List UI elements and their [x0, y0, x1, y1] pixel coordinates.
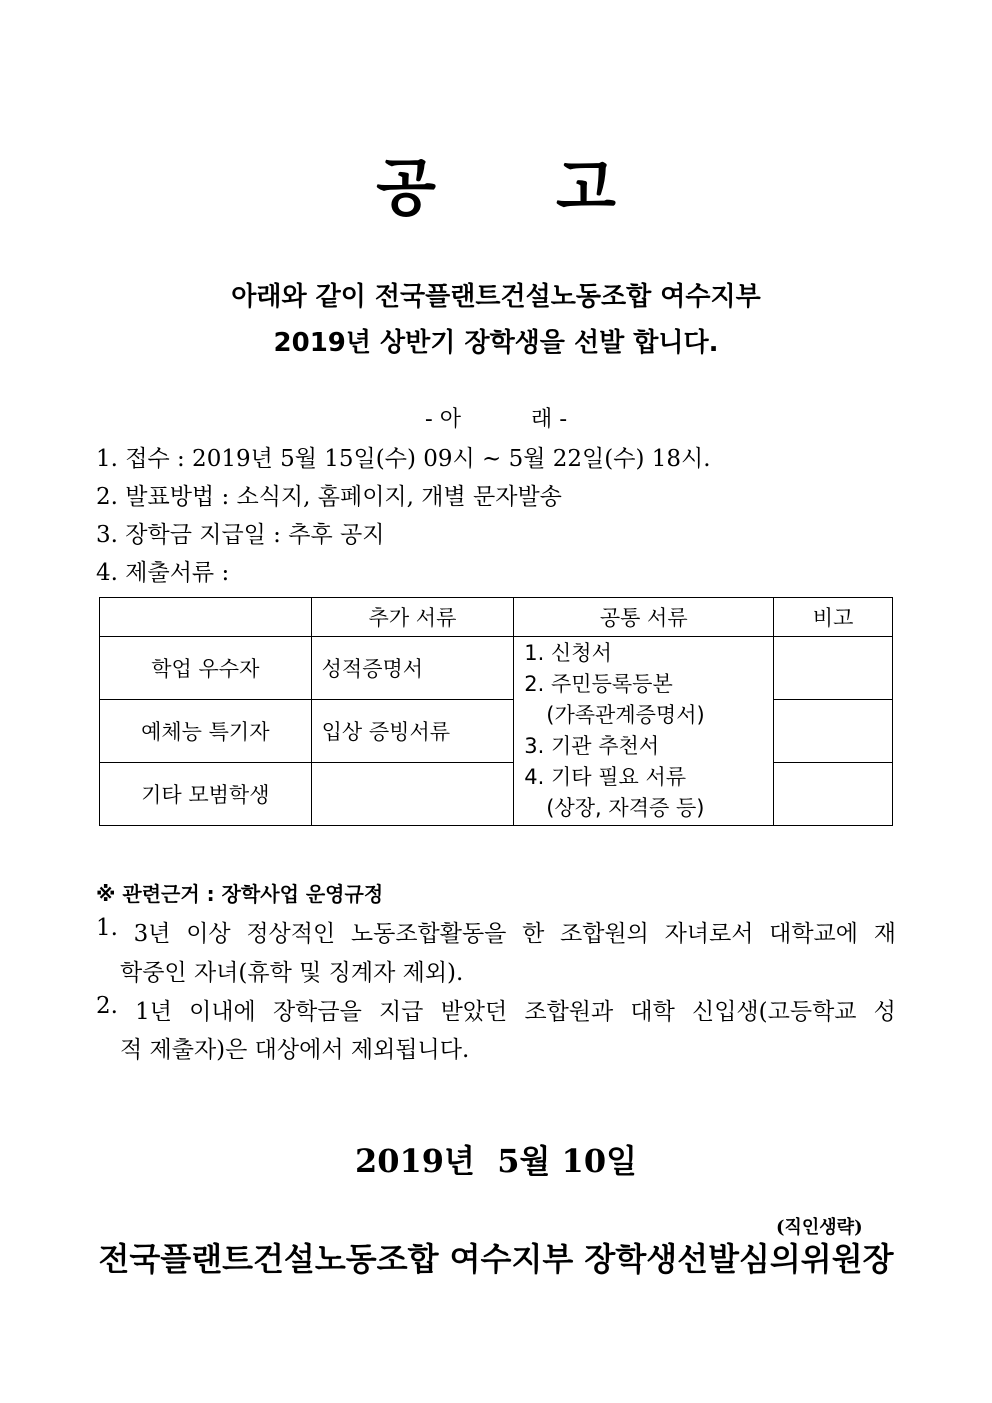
- row-additional: [311, 763, 514, 826]
- rule-1-line-1: [96, 915, 896, 948]
- row-note: [774, 700, 893, 763]
- rule-word: 이내에: [189, 999, 256, 1025]
- row-category: 기타 모범학생: [100, 763, 312, 826]
- rule-word: 1년: [135, 999, 172, 1025]
- table-row: [100, 637, 893, 700]
- rule-word: 2.: [96, 993, 118, 1019]
- title-char-1: 공: [376, 151, 436, 224]
- row-additional: 입상 증빙서류: [311, 700, 514, 763]
- table-row: [100, 763, 893, 826]
- item-reception: 1. 접수 : 2019년 5월 15일(수) 09시 ~ 5월 22일(수) 18시.: [96, 446, 711, 472]
- issuing-organization: 전국플랜트건설노동조합 여수지부 장학생선발심의위원장: [98, 1240, 894, 1278]
- common-doc-item: 2. 주민등록등본: [524, 672, 673, 696]
- notice-heading: [0, 402, 992, 433]
- row-category: 학업 우수자: [100, 637, 312, 700]
- rule-word: 신입생(고등학교: [692, 999, 857, 1025]
- rule-word: 장학금을: [272, 999, 362, 1025]
- common-documents-cell: [514, 637, 774, 826]
- notice-title: [0, 138, 992, 227]
- rule-word: 정상적인: [246, 921, 336, 947]
- rule-word: 지급: [378, 999, 424, 1025]
- row-note: [774, 763, 893, 826]
- header-cell-note: 비고: [774, 598, 893, 637]
- basis-note: ※ 관련근거 : 장학사업 운영규정: [96, 882, 384, 906]
- notice-heading-right: 래 -: [531, 407, 568, 432]
- rule-word: 재: [873, 921, 896, 947]
- rule-2-line-1: [96, 993, 896, 1026]
- row-category: 예체능 특기자: [100, 700, 312, 763]
- seal-omitted-note: (직인생략): [776, 1217, 863, 1238]
- rule-word: 3년: [133, 921, 171, 947]
- common-doc-item: (가족관계증명서): [546, 703, 705, 727]
- rule-word: 노동조합활동을: [350, 921, 507, 947]
- common-doc-item: 1. 신청서: [524, 641, 612, 665]
- notice-heading-left: - 아: [424, 407, 461, 432]
- common-doc-item: (상장, 자격증 등): [546, 796, 705, 820]
- rule-2-line-2: 적 제출자)은 대상에서 제외됩니다.: [120, 1037, 470, 1063]
- table-row: [100, 700, 893, 763]
- rule-word: 대학교에: [769, 921, 858, 947]
- item-documents: 4. 제출서류 :: [96, 560, 230, 586]
- rule-word: 1.: [96, 915, 118, 941]
- table-header-row: [100, 598, 893, 637]
- item-announcement: 2. 발표방법 : 소식지, 홈페이지, 개별 문자발송: [96, 484, 562, 510]
- common-doc-item: 3. 기관 추천서: [524, 734, 660, 758]
- documents-table: [99, 597, 893, 826]
- rule-word: 조합원의: [560, 921, 649, 947]
- rule-word: 받았던: [440, 999, 508, 1025]
- header-cell-common: 공통 서류: [514, 598, 774, 637]
- item-payment-date: 3. 장학금 지급일 : 추후 공지: [96, 522, 385, 548]
- common-doc-item: 4. 기타 필요 서류: [524, 765, 687, 789]
- rule-1-line-2: 학중인 자녀(휴학 및 징계자 제외).: [120, 960, 464, 986]
- row-additional: 성적증명서: [311, 637, 514, 700]
- header-cell-additional: 추가 서류: [311, 598, 514, 637]
- title-char-2: 고: [556, 151, 616, 224]
- rule-word: 이상: [186, 921, 231, 947]
- rule-word: 대학: [630, 999, 675, 1025]
- subtitle-line-2: 2019년 상반기 장학생을 선발 합니다.: [273, 328, 719, 358]
- notice-date: 2019년 5월 10일: [354, 1142, 638, 1180]
- rule-word: 조합원과: [524, 999, 614, 1025]
- row-note: [774, 637, 893, 700]
- rule-word: 성: [873, 999, 896, 1025]
- rule-word: 자녀로서: [664, 921, 754, 947]
- header-cell-category: [100, 598, 312, 637]
- subtitle-line-1: 아래와 같이 전국플랜트건설노동조합 여수지부: [231, 282, 761, 312]
- rule-word: 한: [522, 921, 545, 947]
